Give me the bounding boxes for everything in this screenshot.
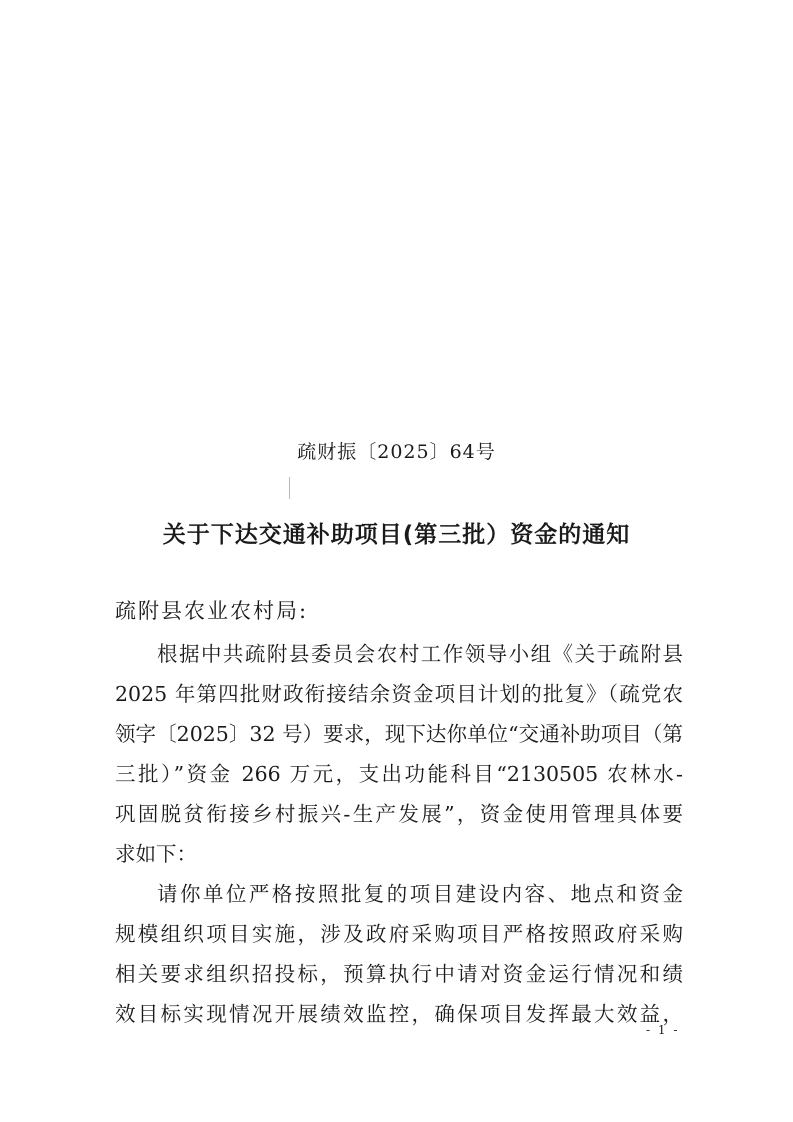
divider-tick — [289, 477, 290, 499]
document-number: 疏财振〔2025〕64号 — [297, 441, 496, 463]
paragraph-line: 三批）”资金 266 万元，支出功能科目“2130505 农林水- — [115, 762, 683, 786]
salutation: 疏附县农业农村局: — [115, 599, 309, 623]
paragraph-line: 效目标实现情况开展绩效监控，确保项目发挥最大效益， — [115, 1002, 683, 1026]
paragraph-line: 相关要求组织招投标，预算执行中请对资金运行情况和绩 — [115, 962, 683, 986]
paragraph-line: 规模组织项目实施，涉及政府采购项目严格按照政府采购 — [115, 922, 683, 946]
document-title: 关于下达交通补助项目(第三批）资金的通知 — [162, 522, 631, 548]
paragraph-line: 根据中共疏附县委员会农村工作领导小组《关于疏附县 — [157, 642, 683, 666]
paragraph-line: 求如下： — [115, 842, 197, 866]
paragraph-line: 巩固脱贫衔接乡村振兴-生产发展”，资金使用管理具体要 — [115, 802, 683, 826]
paragraph-line: 请你单位严格按照批复的项目建设内容、地点和资金 — [157, 882, 683, 906]
paragraph-line: 领字〔2025〕32 号）要求，现下达你单位“交通补助项目（第 — [115, 722, 683, 746]
paragraph-line: 2025 年第四批财政衔接结余资金项目计划的批复》（疏党农 — [115, 682, 683, 706]
page-number: - 1 - — [646, 1023, 680, 1037]
